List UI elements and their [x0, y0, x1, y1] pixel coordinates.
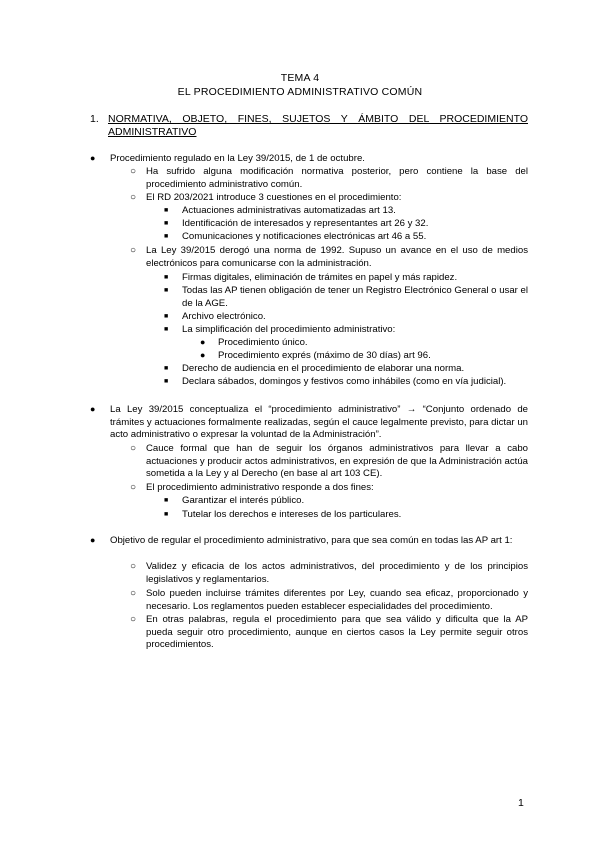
bullet-1-text: Procedimiento regulado en la Ley 39/2015, de 1 de octubre.	[110, 153, 365, 164]
bullet-1-3-4-text: La simplificación del procedimiento administrativo:	[182, 324, 396, 335]
bullet-circle-icon: ○	[130, 588, 137, 599]
bullet-circle-icon: ○	[130, 561, 137, 572]
page-number: 1	[518, 797, 524, 809]
bullet-3-3-text: En otras palabras, regula el procedimiento para que sea válido y dificulta que la AP pueda seguir otro procedimiento, aunque en ciertos casos la Ley permite seguir otros procedimientos.	[146, 614, 528, 651]
bullet-disc-icon: ●	[200, 337, 206, 347]
bullet-1-3-text: La Ley 39/2015 derogó una norma de 1992. Supuso un avance en el uso de medios electrónicos para comunicarse con la administración.	[146, 245, 528, 269]
bullet-square-icon: ■	[164, 378, 169, 385]
bullet-3-1-text: Validez y eficacia de los actos administrativos, del procedimiento y de los principios legislativos y reglamentarios.	[146, 561, 528, 585]
bullet-square-icon: ■	[164, 274, 169, 281]
bullet-square-icon: ■	[164, 313, 169, 320]
bullet-3-2-text: Solo pueden incluirse trámites diferentes por Ley, cuando sea eficaz, proporcionado y necesario. Los reglamentos pueden establecer especialidades del procedimiento.	[146, 588, 528, 612]
bullet-circle-icon: ○	[130, 614, 137, 625]
bullet-2-2-2-text: Tutelar los derechos e intereses de los particulares.	[182, 509, 402, 520]
bullet-1-1-text: Ha sufrido alguna modificación normativa posterior, pero contiene la base del procedimiento administrativo común.	[146, 166, 528, 190]
section-heading-line1: NORMATIVA, OBJETO, FINES, SUJETOS Y ÁMBITO DEL PROCEDIMIENTO	[108, 113, 528, 125]
bullet-1-2-3-text: Comunicaciones y notificaciones electrónicas art 46 a 55.	[182, 231, 427, 242]
bullet-2-2-text: El procedimiento administrativo responde a dos fines:	[146, 482, 374, 493]
bullet-1-2-text: El RD 203/2021 introduce 3 cuestiones en el procedimiento:	[146, 192, 402, 203]
bullet-1-3-3-text: Archivo electrónico.	[182, 311, 266, 322]
bullet-disc-icon: ●	[90, 404, 96, 414]
bullet-1-3-5-text: Derecho de audiencia en el procedimiento de elaborar una norma.	[182, 363, 465, 374]
bullet-square-icon: ■	[164, 207, 169, 214]
bullet-1-3-1-text: Firmas digitales, eliminación de trámites en papel y más rapidez.	[182, 272, 458, 283]
bullet-1-2-1-text: Actuaciones administrativas automatizadas art 13.	[182, 205, 396, 216]
bullet-circle-icon: ○	[130, 192, 137, 203]
bullet-3-text: Objetivo de regular el procedimiento administrativo, para que sea común en todas las AP art 1:	[110, 535, 513, 546]
bullet-1-2-2-text: Identificación de interesados y representantes art 26 y 32.	[182, 218, 429, 229]
bullet-1-3-4-1-text: Procedimiento único.	[218, 337, 308, 348]
bullet-2-2-1-text: Garantizar el interés público.	[182, 495, 305, 506]
bullet-square-icon: ■	[164, 326, 169, 333]
section-number: 1.	[90, 113, 99, 125]
bullet-disc-icon: ●	[200, 350, 206, 360]
bullet-1-3-2-text: Todas las AP tienen obligación de tener un Registro Electrónico General o usar el de la AGE.	[182, 285, 528, 309]
bullet-square-icon: ■	[164, 220, 169, 227]
bullet-1-3-4-2-text: Procedimiento exprés (máximo de 30 días) art 96.	[218, 350, 431, 361]
bullet-disc-icon: ●	[90, 535, 96, 545]
bullet-square-icon: ■	[164, 511, 169, 518]
bullet-disc-icon: ●	[90, 153, 96, 163]
bullet-1-3-6-text: Declara sábados, domingos y festivos como inhábiles (como en vía judicial).	[182, 376, 507, 387]
bullet-square-icon: ■	[164, 365, 169, 372]
bullet-2-1-text: Cauce formal que han de seguir los órganos administrativos para llevar a cabo actuaciones y producir actos administrativos, en expresión de que la Administración actúa sometida a la Ley y al Derecho (en base al art 103 CE).	[146, 443, 528, 480]
bullet-square-icon: ■	[164, 287, 169, 294]
bullet-2-text: La Ley 39/2015 conceptualiza el “procedimiento administrativo” → “Conjunto ordenado de trámites y actuaciones formalmente realizadas, según el cauce legalmente previsto, para dictar un acto administrativo o expresar la voluntad de la Administración”.	[110, 404, 528, 441]
bullet-circle-icon: ○	[130, 443, 137, 454]
bullet-circle-icon: ○	[130, 166, 137, 177]
bullet-circle-icon: ○	[130, 245, 137, 256]
bullet-square-icon: ■	[164, 497, 169, 504]
tema-label: TEMA 4	[280, 72, 320, 84]
bullet-square-icon: ■	[164, 233, 169, 240]
bullet-circle-icon: ○	[130, 482, 137, 493]
section-heading-line2: ADMINISTRATIVO	[108, 126, 197, 138]
document-title: EL PROCEDIMIENTO ADMINISTRATIVO COMÚN	[177, 86, 423, 98]
